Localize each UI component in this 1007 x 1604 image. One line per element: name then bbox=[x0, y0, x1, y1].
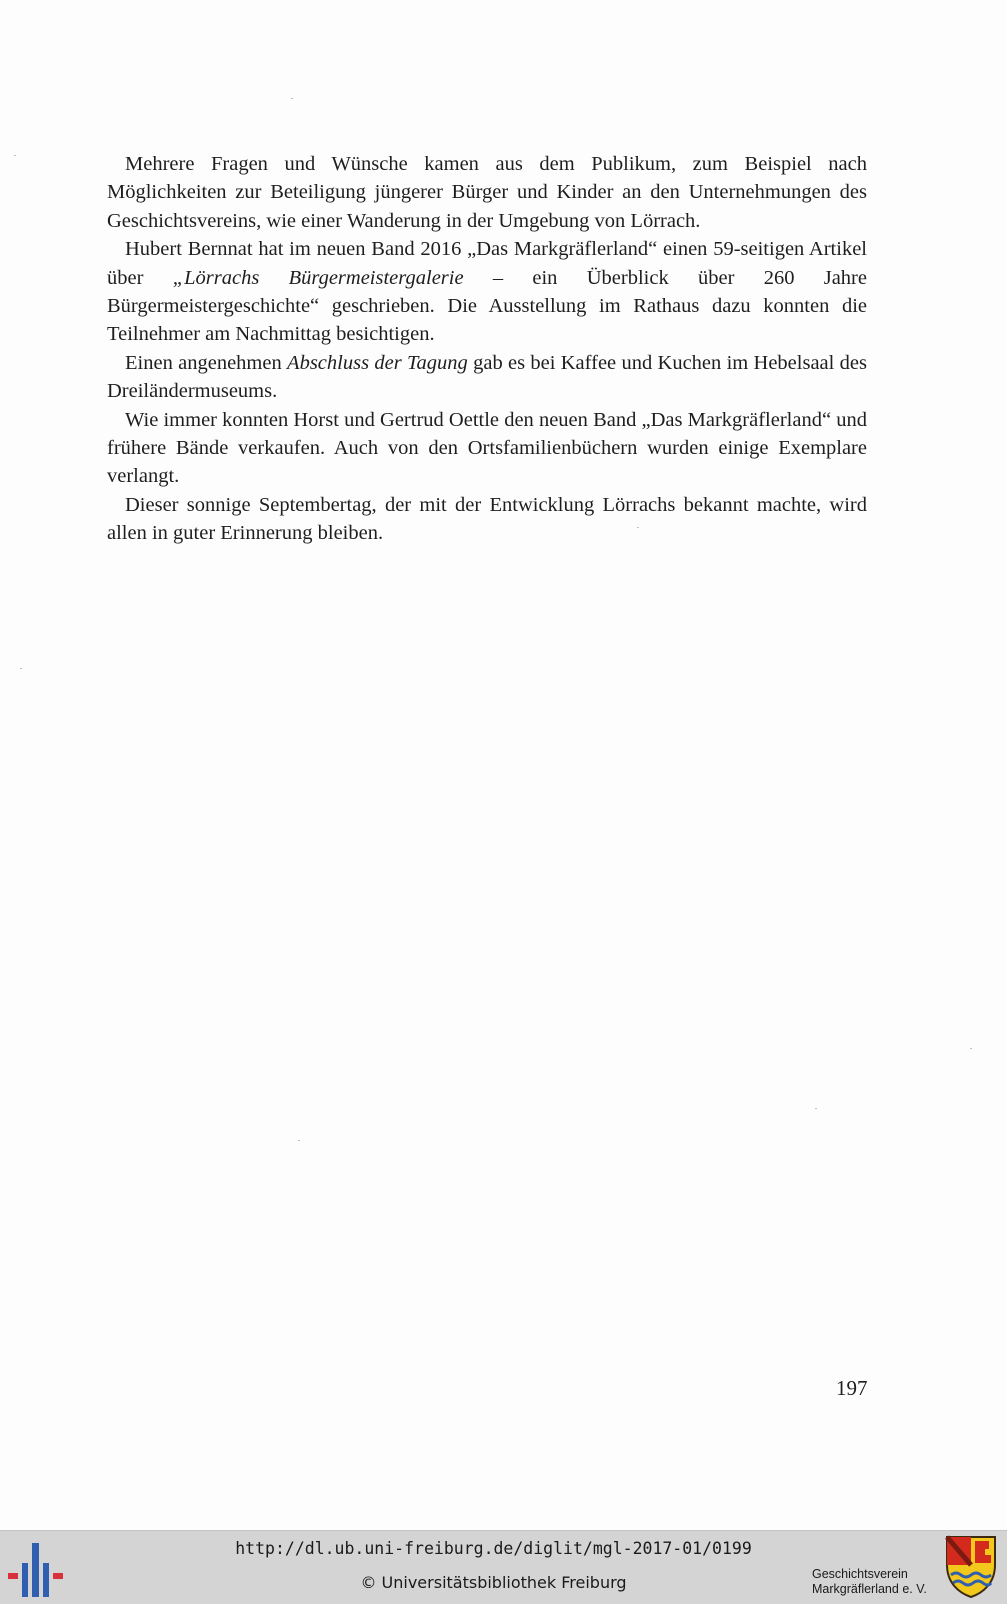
text-run: Dieser sonnige Septembertag, der mit der Entwicklung Lörrachs bekannt machte, wird allen in guter Erinnerung bleiben. bbox=[107, 493, 867, 545]
italic-text: Abschluss der Tagung bbox=[287, 351, 468, 374]
scan-speck bbox=[637, 527, 639, 528]
text-run: – ein Überblick über 260 Jahre Bürgermeistergeschichte“ geschrieben. Die Ausstellung im Rathaus dazu konnten die Teilnehmer am Nachmittag besichtigen. bbox=[107, 266, 867, 346]
paragraph bbox=[107, 235, 867, 349]
text-run: Einen angenehmen bbox=[125, 351, 288, 374]
scan-speck bbox=[970, 1048, 972, 1049]
society-name bbox=[812, 1567, 942, 1597]
text-run: Wie immer konnten Horst und Gertrud Oettle den neuen Band „Das Markgräflerland“ und frühere Bände verkaufen. Auch von den Ortsfamilienbüchern wurden einige Exemplare verlangt. bbox=[107, 408, 867, 488]
footer-url-link[interactable]: http://dl.ub.uni-freiburg.de/diglit/mgl-2017-01/0199 bbox=[235, 1539, 752, 1558]
paragraph bbox=[107, 150, 867, 235]
coat-of-arms-icon bbox=[945, 1535, 997, 1599]
scan-speck bbox=[14, 155, 16, 156]
scan-speck bbox=[815, 1108, 817, 1109]
paragraph bbox=[107, 349, 867, 406]
text-body bbox=[107, 150, 867, 548]
scan-speck bbox=[291, 98, 293, 99]
page-number: 197 bbox=[836, 1376, 868, 1400]
text-run: gab es bei Kaffee und Kuchen im Hebelsaal des Dreiländermuseums. bbox=[107, 351, 867, 403]
footer-bar bbox=[0, 1530, 1007, 1604]
text-run: Mehrere Fragen und Wünsche kamen aus dem Publikum, zum Beispiel nach Möglichkeiten zur Beteiligung jüngerer Bürger und Kinder an den Unternehmungen des Geschichtsvereins, wie einer Wanderung in der Umgebung von Lörrach. bbox=[107, 153, 867, 232]
text-run: Hubert Bernnat hat im neuen Band 2016 „Das Markgräflerland“ einen 59-seitigen Artikel über bbox=[107, 238, 867, 289]
paragraph bbox=[107, 491, 867, 548]
paragraph bbox=[107, 406, 867, 491]
society-line-1: Geschichtsverein bbox=[812, 1567, 908, 1581]
scan-speck bbox=[20, 668, 22, 669]
footer-copyright: © Universitätsbibliothek Freiburg bbox=[360, 1573, 627, 1592]
scan-speck bbox=[298, 1140, 300, 1141]
society-line-2: Markgräflerland e. V. bbox=[812, 1582, 927, 1596]
italic-text: „Lörrachs Bürgermeistergalerie bbox=[172, 266, 464, 289]
